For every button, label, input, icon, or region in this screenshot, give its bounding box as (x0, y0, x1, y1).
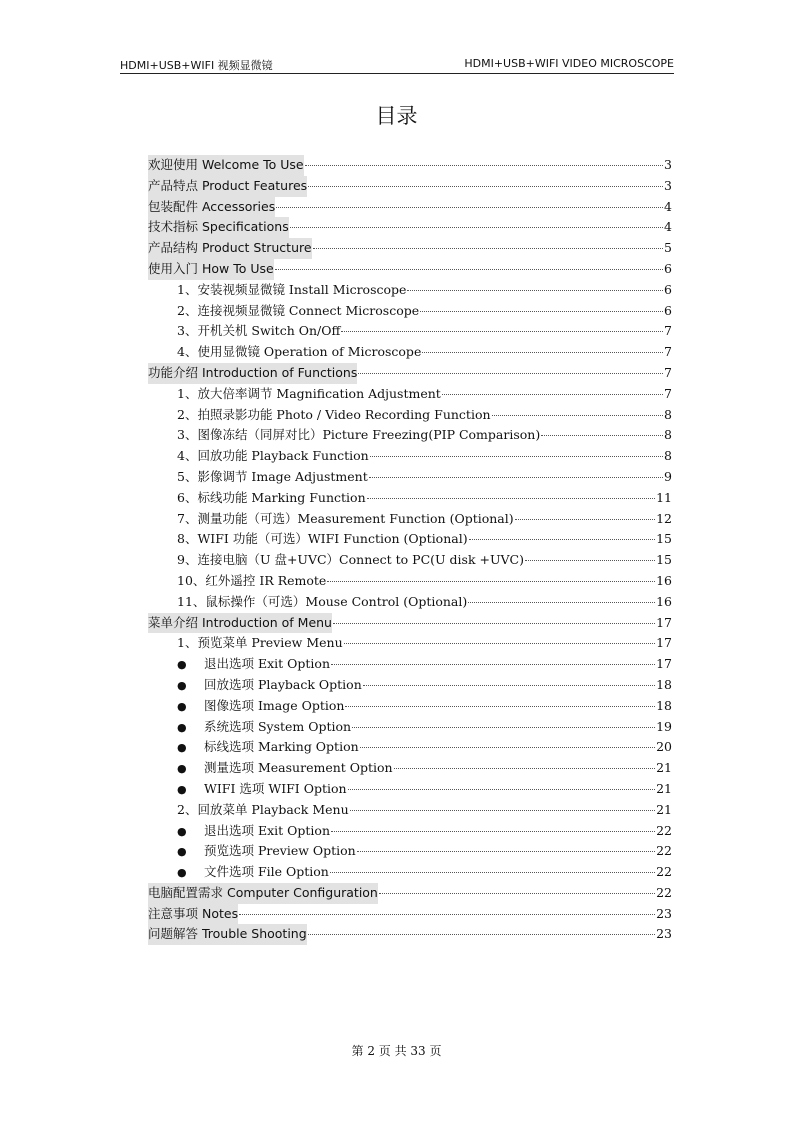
header-left-title: HDMI+USB+WIFI 视频显微镜 (120, 59, 273, 72)
toc-entry-label: 3、开机关机 Switch On/Off (177, 323, 341, 339)
toc-entry[interactable] (148, 592, 672, 613)
toc-entry-page-number: 12 (656, 510, 672, 526)
toc-entry[interactable] (148, 758, 672, 779)
dot-leader (344, 643, 655, 644)
bullet-icon: ● (177, 866, 187, 880)
toc-entry[interactable] (148, 467, 672, 488)
toc-entry-page-number: 3 (664, 177, 672, 193)
toc-entry[interactable] (148, 779, 672, 800)
toc-entry-page-number: 22 (656, 843, 672, 859)
toc-entry-label: 11、鼠标操作（可选）Mouse Control (Optional) (177, 593, 468, 609)
table-of-contents (148, 155, 672, 945)
toc-entry[interactable] (148, 280, 672, 301)
toc-entry-label: 包装配件 Accessories (148, 197, 275, 218)
bullet-icon: ● (177, 699, 187, 713)
toc-entry[interactable] (148, 446, 672, 467)
toc-entry[interactable] (148, 800, 672, 821)
toc-entry-page-number: 5 (664, 240, 672, 256)
toc-entry-label: 7、测量功能（可选）Measurement Function (Optional) (177, 510, 514, 526)
toc-entry-label: 功能介绍 Introduction of Functions (148, 363, 357, 384)
toc-entry[interactable] (148, 217, 672, 238)
toc-entry[interactable] (148, 384, 672, 405)
dot-leader (331, 664, 655, 665)
toc-entry-label: 退出选项 Exit Option (204, 656, 330, 672)
toc-entry[interactable] (148, 924, 672, 945)
dot-leader (367, 498, 655, 499)
bullet-icon: ● (177, 678, 187, 692)
toc-entry-label: 注意事项 Notes (148, 904, 238, 925)
dot-leader (290, 227, 663, 228)
bullet-icon: ● (177, 824, 187, 838)
toc-entry[interactable] (148, 675, 672, 696)
page-footer: 第 2 页 共 33 页 (351, 1044, 442, 1058)
toc-entry-label: WIFI 选项 WIFI Option (204, 780, 347, 796)
toc-entry-label: 4、回放功能 Playback Function (177, 448, 369, 464)
header-right-title: HDMI+USB+WIFI VIDEO MICROSCOPE (464, 57, 674, 70)
toc-entry-label: 4、使用显微镜 Operation of Microscope (177, 344, 422, 360)
toc-entry-page-number: 17 (656, 635, 672, 651)
toc-entry-label: 1、预览菜单 Preview Menu (177, 635, 343, 651)
toc-entry-page-number: 6 (664, 281, 672, 297)
toc-entry-page-number: 4 (664, 219, 672, 235)
toc-entry-page-number: 21 (656, 801, 672, 817)
toc-entry[interactable] (148, 259, 672, 280)
toc-entry-page-number: 7 (664, 344, 672, 360)
toc-entry-label: 2、连接视频显微镜 Connect Microscope (177, 302, 420, 318)
toc-entry-page-number: 3 (664, 157, 672, 172)
toc-entry-label: 9、连接电脑（U 盘+UVC）Connect to PC(U disk +UVC) (177, 552, 524, 568)
dot-leader (369, 477, 663, 478)
dot-leader (305, 165, 663, 166)
dot-leader (394, 768, 655, 769)
toc-entry-label: 标线选项 Marking Option (204, 739, 359, 755)
dot-leader (348, 789, 656, 790)
dot-leader (333, 623, 655, 624)
toc-entry-page-number: 8 (664, 427, 672, 443)
bullet-icon: ● (177, 658, 187, 672)
toc-entry-page-number: 21 (656, 760, 672, 776)
toc-entry-page-number: 7 (664, 385, 672, 401)
toc-entry-page-number: 21 (656, 780, 672, 796)
page-title: 目录 (375, 104, 418, 128)
toc-entry-label: 欢迎使用 Welcome To Use (148, 155, 304, 176)
dot-leader (422, 352, 663, 353)
toc-entry[interactable] (148, 862, 672, 883)
toc-entry-label: 10、红外遥控 IR Remote (177, 572, 327, 588)
dot-leader (442, 394, 663, 395)
dot-leader (313, 248, 663, 249)
toc-entry[interactable] (148, 737, 672, 758)
toc-entry[interactable] (148, 654, 672, 675)
toc-entry-page-number: 19 (656, 718, 672, 734)
toc-entry-page-number: 20 (656, 739, 672, 755)
toc-entry-page-number: 7 (664, 364, 672, 380)
dot-leader (358, 373, 663, 374)
toc-entry-page-number: 16 (656, 593, 672, 609)
toc-entry[interactable] (148, 696, 672, 717)
bullet-icon: ● (177, 720, 187, 734)
toc-entry-page-number: 22 (656, 884, 672, 900)
toc-entry-page-number: 4 (664, 198, 672, 214)
toc-entry-page-number: 22 (656, 822, 672, 838)
dot-leader (379, 893, 655, 894)
dot-leader (357, 851, 655, 852)
toc-entry-page-number: 6 (664, 302, 672, 318)
toc-entry-page-number: 11 (656, 489, 672, 505)
toc-entry-label: 菜单介绍 Introduction of Menu (148, 613, 332, 634)
toc-entry-label: 测量选项 Measurement Option (204, 760, 393, 776)
dot-leader (276, 207, 663, 208)
toc-entry-label: 6、标线功能 Marking Function (177, 489, 366, 505)
dot-leader (341, 331, 663, 332)
toc-entry[interactable] (148, 883, 672, 904)
page-header (120, 55, 674, 74)
toc-entry-page-number: 22 (656, 864, 672, 880)
toc-entry-label: 退出选项 Exit Option (204, 822, 330, 838)
toc-entry-label: 1、安装视频显微镜 Install Microscope (177, 281, 407, 297)
bullet-icon: ● (177, 762, 187, 776)
toc-entry-label: 2、回放菜单 Playback Menu (177, 801, 349, 817)
dot-leader (363, 685, 655, 686)
dot-leader (370, 456, 663, 457)
dot-leader (541, 435, 663, 436)
toc-entry-page-number: 8 (664, 406, 672, 422)
dot-leader (330, 872, 655, 873)
toc-entry[interactable] (148, 633, 672, 654)
toc-entry[interactable] (148, 841, 672, 862)
toc-entry[interactable] (148, 509, 672, 530)
toc-entry[interactable] (148, 342, 672, 363)
toc-entry[interactable] (148, 197, 672, 218)
toc-entry[interactable] (148, 321, 672, 342)
toc-entry[interactable] (148, 571, 672, 592)
bullet-icon: ● (177, 741, 187, 755)
dot-leader (275, 269, 663, 270)
toc-entry[interactable] (148, 405, 672, 426)
dot-leader (352, 727, 655, 728)
dot-leader (331, 831, 655, 832)
toc-entry-page-number: 17 (656, 656, 672, 672)
toc-entry-label: 图像选项 Image Option (204, 697, 345, 713)
toc-entry[interactable] (148, 238, 672, 259)
dot-leader (327, 581, 655, 582)
toc-entry-page-number: 15 (656, 531, 672, 547)
toc-entry[interactable] (148, 488, 672, 509)
dot-leader (308, 934, 655, 935)
toc-entry[interactable] (148, 301, 672, 322)
toc-entry[interactable] (148, 363, 672, 384)
toc-entry-label: 回放选项 Playback Option (204, 676, 362, 692)
toc-entry-label: 5、影像调节 Image Adjustment (177, 468, 368, 484)
toc-entry[interactable] (148, 717, 672, 738)
toc-entry-page-number: 23 (656, 926, 672, 942)
toc-entry-label: 系统选项 System Option (204, 718, 352, 734)
toc-entry-page-number: 17 (656, 614, 672, 630)
toc-entry-label: 2、拍照录影功能 Photo / Video Recording Function (177, 406, 491, 422)
toc-entry-page-number: 18 (656, 697, 672, 713)
toc-entry-page-number: 18 (656, 676, 672, 692)
toc-entry-label: 产品结构 Product Structure (148, 238, 312, 259)
toc-entry-page-number: 15 (656, 552, 672, 568)
toc-entry-label: 8、WIFI 功能（可选）WIFI Function (Optional) (177, 531, 468, 547)
dot-leader (469, 539, 656, 540)
toc-entry-page-number: 23 (656, 905, 672, 921)
toc-entry-page-number: 16 (656, 572, 672, 588)
toc-entry-page-number: 8 (664, 448, 672, 464)
dot-leader (468, 602, 655, 603)
toc-entry[interactable] (148, 904, 672, 925)
toc-entry[interactable] (148, 529, 672, 550)
toc-entry[interactable] (148, 613, 672, 634)
dot-leader (492, 415, 664, 416)
toc-entry-label: 文件选项 File Option (204, 864, 329, 880)
toc-entry[interactable] (148, 821, 672, 842)
toc-entry-label: 电脑配置需求 Computer Configuration (148, 883, 378, 904)
toc-entry-label: 1、放大倍率调节 Magnification Adjustment (177, 385, 441, 401)
toc-entry-label: 技术指标 Specifications (148, 217, 289, 238)
dot-leader (308, 186, 663, 187)
toc-entry[interactable] (148, 425, 672, 446)
toc-entry-label: 问题解答 Trouble Shooting (148, 924, 307, 945)
dot-leader (345, 706, 655, 707)
toc-entry[interactable] (148, 176, 672, 197)
bullet-icon: ● (177, 782, 187, 796)
toc-entry-page-number: 6 (664, 260, 672, 276)
toc-entry-label: 3、图像冻结（同屏对比）Picture Freezing(PIP Comparison) (177, 427, 541, 443)
toc-entry[interactable] (148, 155, 672, 176)
dot-leader (525, 560, 655, 561)
toc-entry-page-number: 7 (664, 323, 672, 339)
dot-leader (239, 914, 655, 915)
dot-leader (407, 290, 663, 291)
dot-leader (515, 519, 655, 520)
toc-entry-label: 使用入门 How To Use (148, 259, 274, 280)
bullet-icon: ● (177, 845, 187, 859)
dot-leader (420, 311, 663, 312)
dot-leader (360, 747, 655, 748)
dot-leader (350, 810, 655, 811)
toc-entry[interactable] (148, 550, 672, 571)
toc-entry-label: 预览选项 Preview Option (204, 843, 356, 859)
toc-entry-page-number: 9 (664, 468, 672, 484)
toc-entry-label: 产品特点 Product Features (148, 176, 307, 197)
